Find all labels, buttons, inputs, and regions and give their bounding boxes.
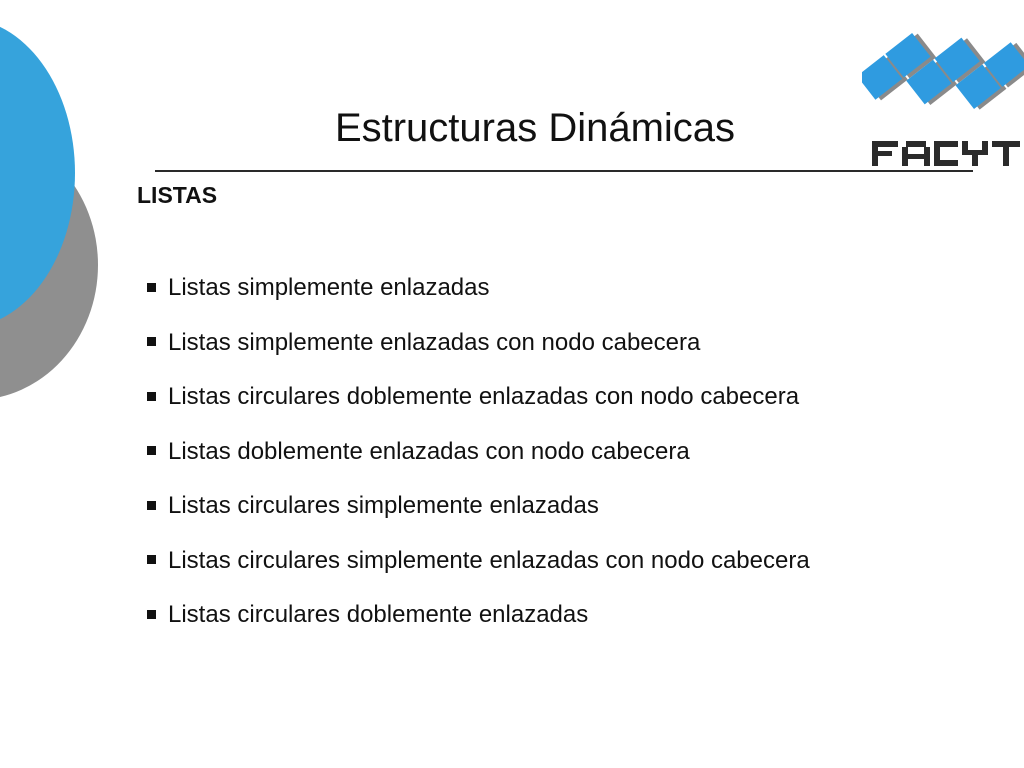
list-item-text: Listas circulares doblemente enlazadas con nodo cabecera: [168, 383, 800, 411]
section-heading: LISTAS: [137, 182, 218, 208]
list-item: [147, 316, 810, 371]
square-bullet-icon: [147, 392, 156, 401]
square-bullet-icon: [147, 283, 156, 292]
list-item: [147, 588, 810, 643]
square-bullet-icon: [147, 610, 156, 619]
list-item-text: Listas circulares doblemente enlazadas: [168, 601, 589, 629]
square-bullet-icon: [147, 501, 156, 510]
facyt-logo-icon: [862, 4, 1024, 174]
square-bullet-icon: [147, 337, 156, 346]
title-divider: [155, 170, 973, 172]
slide-title: Estructuras Dinámicas: [334, 106, 736, 150]
list-item: [147, 370, 810, 425]
square-bullet-icon: [147, 555, 156, 564]
list-item-text: Listas simplemente enlazadas: [168, 274, 490, 302]
list-item: [147, 534, 810, 589]
list-item-text: Listas circulares simplemente enlazadas con nodo cabecera: [168, 546, 810, 574]
list-item: [147, 479, 810, 534]
list-item: [147, 425, 810, 480]
list-item: [147, 261, 810, 316]
facyt-logo: [862, 4, 1024, 174]
list-item-text: Listas simplemente enlazadas con nodo cabecera: [168, 328, 701, 356]
list-item-text: Listas circulares simplemente enlazadas: [168, 492, 599, 520]
square-bullet-icon: [147, 446, 156, 455]
bullet-list: [147, 261, 810, 643]
list-item-text: Listas doblemente enlazadas con nodo cabecera: [168, 437, 690, 465]
